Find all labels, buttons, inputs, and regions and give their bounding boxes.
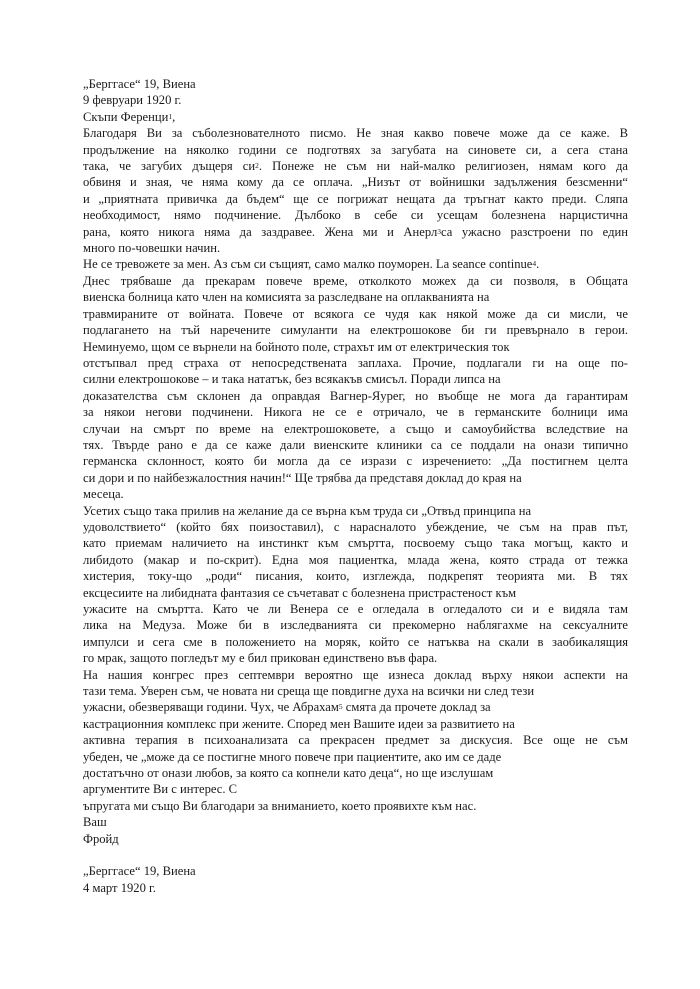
text-line: месеца. [83, 487, 124, 502]
letter-closing: Ваш [83, 815, 107, 830]
text-line: подлагането на тъй наречените симуланти на електрошокове би ги превърнало в герои. [83, 323, 628, 338]
text-line: виенска болница като член на комисията за разследване на оплакванията на [83, 290, 490, 305]
text-line: рана, която никога няма да заздравее. Жена ми и Анерл$^3$са ужасно разстроени по един [83, 224, 628, 239]
text-line: за някои негови подчинени. Никога не се е отричало, че в германските болници има [83, 405, 628, 420]
text-line: и „приятната привичка да бъдем“ ще се погрижат нещата да тръгнат както преди. Сляпа [83, 191, 628, 206]
text-line: ужасни, обезверяващи години. Чух, че Абрахам$^5$ смята да прочете доклад за [83, 700, 491, 715]
paragraph-4 [83, 503, 628, 667]
footnote-ref: 2 [255, 161, 259, 171]
footnote-ref: 5 [338, 702, 343, 712]
text-line: случаи на смърт по време на електрошоковете, а също и самоубийства вследствие на [83, 421, 628, 436]
text-line: обвиня и зная, че няма кому да се оплача. „Низът от войнишки задължения безсменни“ [83, 175, 628, 190]
text-line: аргументите Ви с интерес. С [83, 782, 238, 797]
text-line: кастрационния комплекс при жените. Според мен Вашите идеи за развитието на [83, 716, 515, 731]
letter-signature: Фройд [83, 831, 119, 846]
text-line: така, че загубих дъщеря $си^2$. Понеже не съм ни най-малко религиозен, нямам кого да [83, 159, 628, 174]
text-line: необходимост, нямо подчинение. Дълбоко в себе си усещам болезнена нарцистична [83, 208, 628, 223]
letter-date: 4 март 1920 г. [83, 880, 156, 895]
text-line: хистерия, току-що „роди“ писания, които, изглежда, подкрепят теорията ми. В тях [83, 569, 628, 584]
text-line: достатъчно от онази любов, за която са копнели като деца“, но ще изслушам [83, 766, 494, 781]
text-line: ексцесиите на либидната фантазия се съчетават с болезнена пристрастеност към [83, 585, 517, 600]
text-line: импулси и сега сме в положението на моряк, който се натъква на скали в заобикалящия [83, 634, 628, 649]
text-line: На нашия конгрес през септември вероятно ще изнеса доклад върху някои аспекти на [83, 667, 628, 682]
text-line: много по-човешки начин. [83, 241, 221, 256]
text-line: Усетих също така прилив на желание да се върна към труда си „Отвъд принципа на [83, 503, 532, 518]
paragraph-2 [83, 256, 628, 272]
text-line: либидото (макар и по-скрит). Една моя пациентка, млада жена, която страда от тежка [83, 552, 628, 567]
text-line: Не се тревожете за мен. Аз съм си същият, само малко поуморен. La seance continue$^4$. [83, 257, 540, 272]
text-line: тази тема. Уверен съм, че новата ни среща ще повдигне духа на всички ни след тези [83, 684, 535, 699]
text-line: травмираните от войната. Повече от всякога се чудя как някой може да си мисли, че [83, 306, 628, 321]
text-line: удоволствието“ (който бях поизоставил), с нарасналото убеждение, че съм на прав път, [83, 519, 628, 534]
text-line: силни електрошокове – и така нататък, без всякакъв смисъл. Поради липса на [83, 372, 501, 387]
footnote-ref: 4 [532, 259, 537, 269]
text-line: Днес трябваше да прекарам повече време, отколкото можех да си позволя, в Общата [83, 273, 628, 288]
text-line: убеден, че „може да се постигне много повече при пациентите, ако им се даде [83, 749, 502, 764]
text-line: отстъпвал пред страха от непосредствената заплаха. Прочие, подлагали ги на още по- [83, 355, 628, 370]
text-line: си дори и по найбезжалостния начин!“ Ще трябва да представя доклад до края на [83, 470, 522, 485]
text-line: доказателства съм склонен да оправдая Вагнер-Яурег, но въобще не мога да гарантирам [83, 388, 628, 403]
footnote-ref: 3 [437, 226, 441, 236]
text-line: лика на Медуза. Може би в изследванията си прекомерно наблягахме на сексуалните [83, 618, 628, 633]
letter-address: „Берггасе“ 19, Виена [83, 864, 196, 879]
text-line: Благодаря Ви за съболезнователното писмо. Не зная какво повече може да се каже. В [83, 126, 628, 141]
footnote-ref: 1 [168, 111, 173, 121]
text-line: ужасите на смъртта. Като че ли Венера се е огледала в огледалото си и е видяла там [83, 602, 628, 616]
paragraph-5 [83, 667, 628, 815]
text-line: го мрак, защото погледът му е бил прикован единствено във фара. [83, 651, 438, 666]
text-line: германска склонност, която би могла да се изрази с изречението: „Да постигнем целта [83, 454, 628, 469]
text-line: активна терапия в психоанализата са прекрасен предмет за дискусия. Все още не съм [83, 733, 628, 748]
letter-date: 9 февруари 1920 г. [83, 93, 182, 108]
text-line: ъпругата ми също Ви благодари за вниманието, което проявихте към нас. [83, 798, 477, 813]
letter-address: „Берггасе“ 19, Виена [83, 77, 196, 91]
letter-separator [83, 847, 628, 863]
paragraph-1 [83, 125, 628, 256]
text-line: продължение на няколко години се подготвях за загубата на синовете си, а сега стана [83, 142, 628, 157]
text-line: Неминуемо, щом се върнели на бойното поле, страхът им от електрическия ток [83, 339, 510, 354]
paragraph-3 [83, 273, 628, 503]
letter-body [83, 76, 628, 896]
text-line: тях. Твърде рано е да се каже дали виенските клиники са се поддали на онази типично [83, 437, 628, 452]
text-line: като приемам наличието на инстинкт към смъртта, посвоему също така могъщ, както и [83, 536, 628, 551]
letter-salutation: Скъпи Ференци$^1$, [83, 109, 176, 124]
